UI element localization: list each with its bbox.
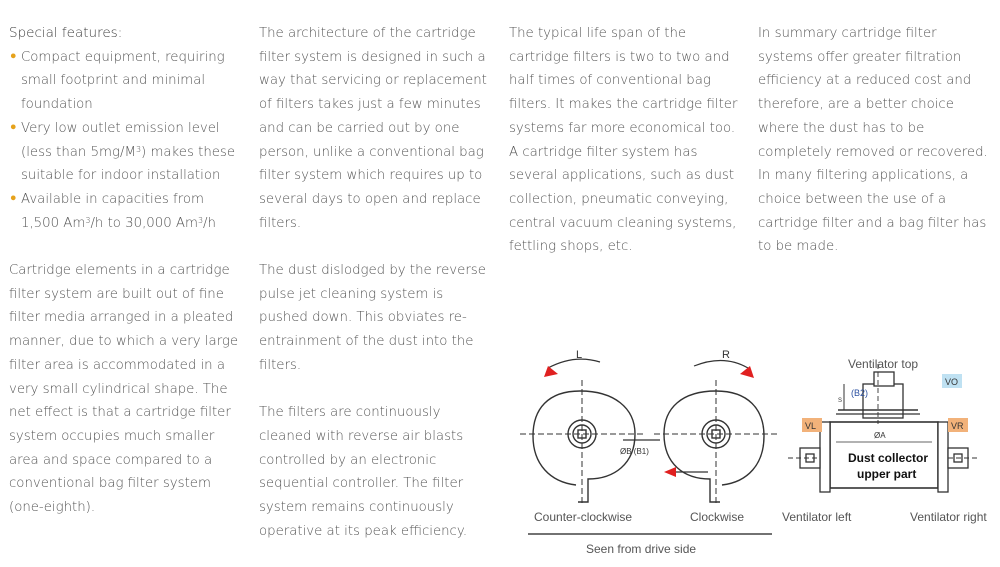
bullet-icon: • [9, 49, 18, 65]
caption-ventilator-left: Ventilator left [782, 510, 852, 524]
life-span-paragraph: The typical life span of the cartridge filters is two to two and half times of conventional bag filters. It makes the cartridge filter systems far more economical too. A cartridge filter system has several applications, such as dust collection, pneumatic conveying, central vacuum cleaning systems, fettling shops, etc. [509, 26, 738, 255]
label-r: R [722, 349, 730, 361]
label-dust-collector: Dust collector [848, 451, 929, 465]
continuous-cleaning-paragraph: The filters are continuously cleaned with reverse air blasts controlled by an electronic sequential controller. The filter system remains continuously operative at its peak efficiency. [259, 405, 468, 539]
caption-clockwise: Clockwise [690, 510, 745, 524]
label-l: L [576, 349, 583, 361]
ventilator-top-body [863, 384, 903, 418]
fan-orientation-diagram [518, 344, 996, 566]
label-b2: (B2) [851, 388, 869, 398]
collector-flange-left [820, 422, 830, 492]
summary-paragraph: In summary cartridge filter systems offer greater filtration efficiency at a reduced cost and therefore, are a better choice where the dust has to be completely removed or recovered. In many filtering applications, a choice between the use of a cartridge filter and a bag filter has to be made. [758, 26, 988, 255]
column-special-features [9, 22, 241, 520]
rotation-arrow-ccw-icon [544, 366, 558, 377]
label-ventilator-top: Ventilator top [848, 357, 919, 371]
column-life-span [509, 22, 741, 259]
caption-counter-clockwise: Counter-clockwise [534, 510, 633, 524]
architecture-paragraph: The architecture of the cartridge filter system is designed in such a way that servicing or replacement of filters takes just a few minutes and can be carried out by one person, unlike a conventional bag filter system which requires up to several days to open and replace filters. [259, 26, 487, 231]
collector-flange-right [938, 422, 948, 492]
feature-item-capacity: • Available in capacities from 1,500 Am$^3$/h to 30,000 Am$^3$/h [9, 188, 241, 235]
dust-dislodged-paragraph: The dust dislodged by the reverse pulse jet cleaning system is pushed down. This obviates re-entrainment of the dust into the filters. [259, 263, 486, 373]
caption-ventilator-right: Ventilator right [910, 510, 987, 524]
discharge-arrow-icon [664, 467, 676, 477]
fan-housing-cw-right [716, 391, 764, 485]
feature-list [9, 46, 241, 236]
feature-item-emission: • Very low outlet emission level (less than $5mg/M^3$) makes these suitable for indoor installation [9, 117, 241, 188]
caption-drive-side: Seen from drive side [586, 542, 697, 556]
column-summary [758, 22, 990, 259]
feature-item-compact: • Compact equipment, requiring small footprint and minimal foundation [9, 46, 241, 117]
ventilator-top-motor [874, 372, 894, 386]
bullet-icon: • [9, 120, 18, 136]
column-architecture [259, 22, 491, 543]
clockwise-fan [654, 360, 780, 504]
label-ob: ØB (B1) [620, 447, 649, 456]
fan-housing-ccw-left [533, 391, 580, 485]
bullet-icon: • [9, 191, 18, 207]
special-features-heading: Special features: [9, 25, 123, 41]
label-upper-part: upper part [857, 467, 917, 481]
fan-housing-cw [664, 391, 720, 502]
label-vl: VL [805, 421, 817, 431]
counter-clockwise-fan [520, 359, 660, 504]
cartridge-elements-paragraph: Cartridge elements in a cartridge filter system are built out of fine filter media arranged in a pleated manner, due to which a very large filter area is accommodated in a very small cylindrical shape. The net effect is that a cartridge filter system occupies much smaller area and space compared to a conventional bag filter system (one-eighth). [9, 263, 239, 516]
label-s: S [838, 398, 843, 404]
label-oa: ØA [874, 431, 886, 440]
label-vo: VO [945, 377, 959, 387]
label-vr: VR [951, 421, 964, 431]
